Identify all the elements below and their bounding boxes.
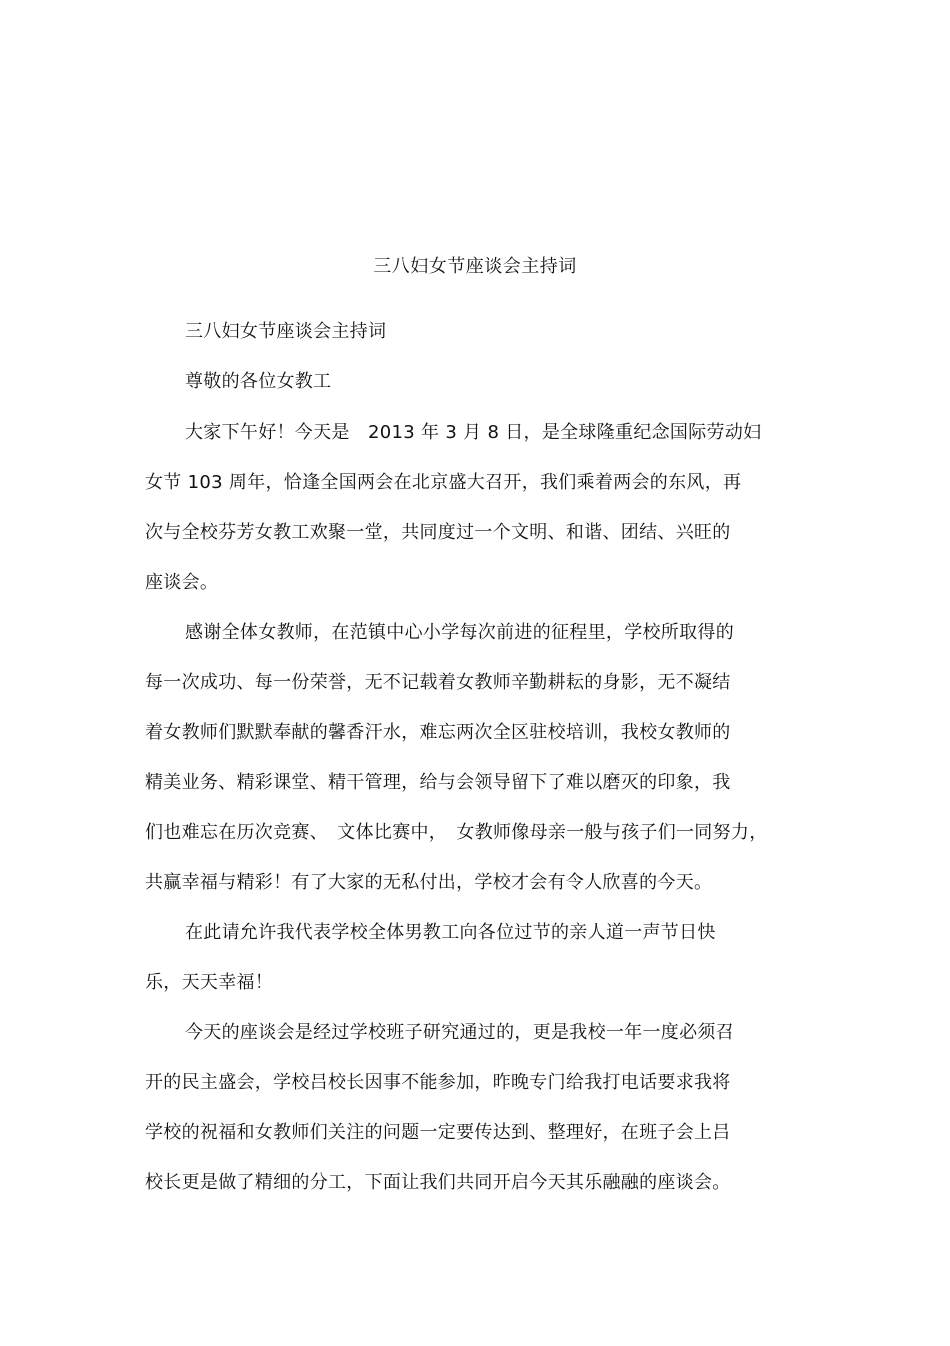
- paragraph-4-line-3: 学校的祝福和女教师们关注的问题一定要传达到、整理好，在班子会上吕: [145, 1122, 731, 1143]
- paragraph-4-line-1: 今天的座谈会是经过学校班子研究通过的，更是我校一年一度必须召: [185, 1022, 734, 1043]
- paragraph-2-line-2: 每一次成功、每一份荣誉，无不记载着女教师辛勤耕耘的身影，无不凝结: [145, 672, 731, 693]
- paragraph-1-line-1: 大家下午好！今天是 2013 年 3 月 8 日，是全球隆重纪念国际劳动妇: [185, 422, 762, 443]
- paragraph-2-line-1: 感谢全体女教师，在范镇中心小学每次前进的征程里，学校所取得的: [185, 622, 734, 643]
- paragraph-1-line-3: 次与全校芬芳女教工欢聚一堂，共同度过一个文明、和谐、团结、兴旺的: [145, 522, 731, 543]
- paragraph-1-line-2: 女节 103 周年，恰逢全国两会在北京盛大召开，我们乘着两会的东风，再: [145, 472, 742, 493]
- paragraph-1-line-4: 座谈会。: [145, 572, 219, 593]
- paragraph-3-line-1: 在此请允许我代表学校全体男教工向各位过节的亲人道一声节日快: [185, 922, 716, 943]
- document-title: 三八妇女节座谈会主持词: [373, 256, 577, 277]
- paragraph-2-line-4: 精美业务、精彩课堂、精干管理，给与会领导留下了难以磨灭的印象，我: [145, 772, 731, 793]
- paragraph-4-line-2: 开的民主盛会，学校吕校长因事不能参加，昨晚专门给我打电话要求我将: [145, 1072, 731, 1093]
- paragraph-2-line-3: 着女教师们默默奉献的馨香汗水，难忘两次全区驻校培训，我校女教师的: [145, 722, 731, 743]
- paragraph-2-line-5: 们也难忘在历次竞赛、 文体比赛中， 女教师像母亲一般与孩子们一同努力，: [145, 822, 768, 843]
- document-subtitle: 三八妇女节座谈会主持词: [185, 321, 387, 342]
- paragraph-2-line-6: 共赢幸福与精彩！有了大家的无私付出，学校才会有令人欣喜的今天。: [145, 872, 713, 893]
- paragraph-3-line-2: 乐，天天幸福！: [145, 972, 274, 993]
- salutation: 尊敬的各位女教工: [185, 371, 332, 392]
- paragraph-4-line-4: 校长更是做了精细的分工，下面让我们共同开启今天其乐融融的座谈会。: [145, 1172, 731, 1193]
